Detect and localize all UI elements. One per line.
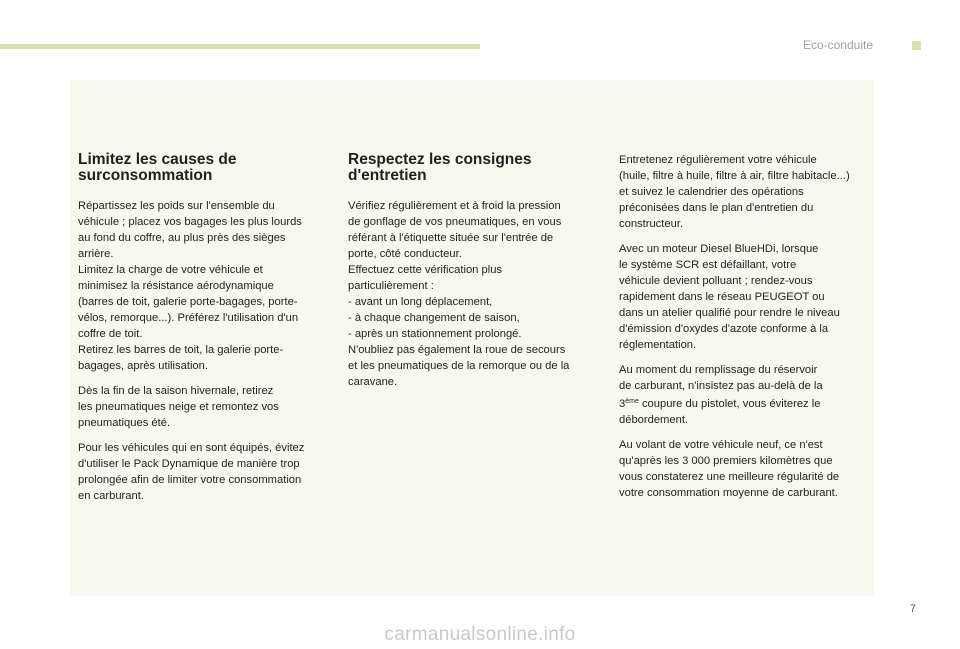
right-column bbox=[619, 152, 873, 510]
section-title: Eco-conduite bbox=[802, 38, 873, 52]
paragraph-bluehdi: Avec un moteur Diesel BlueHDi, lorsque le système SCR est défaillant, votre véhicule devient polluant ; rendez-vous rapidement dans le réseau PEUGEOT ou dans un atelier qualifié pour rendre le niveau d'émission d'oxydes d'azote conforme à la réglementation. bbox=[619, 243, 840, 351]
middle-column bbox=[348, 152, 598, 399]
superscript-eme: ème bbox=[625, 398, 639, 405]
paragraph-pression: Vérifiez régulièrement et à froid la pression de gonflage de vos pneumatiques, en vous référant à l'étiquette située sur l'entrée de porte, côté conducteur. Effectuez cette vérification plus particulièrement : - avant un long déplacement, - à chaque changement de saison, - après un stationnement prolongé. N'oubliez pas également la roue de secours et les pneumatiques de la remorque ou de la caravane. bbox=[348, 200, 570, 388]
header-accent-bar bbox=[0, 44, 480, 49]
content-panel bbox=[70, 80, 874, 596]
remplissage-text-end: coupure du pistolet, vous éviterez le débordement. bbox=[619, 398, 821, 426]
section-marker bbox=[912, 41, 921, 50]
remplissage-text-start: Au moment du remplissage du réservoir de carburant, n'insistez pas au-delà de la 3 bbox=[619, 364, 823, 410]
paragraph-entretien: Entretenez régulièrement votre véhicule (huile, filtre à huile, filtre à air, filtre habitacle...) et suivez le calendrier des opérations préconisées dans le plan d'entretien du constructeur. bbox=[619, 154, 850, 230]
paragraph-poids: Répartissez les poids sur l'ensemble du véhicule ; placez vos bagages les plus lourds au fond du coffre, au plus près des sièges arrière. Limitez la charge de votre véhicule et minimisez la résistance aérodynamique (barres de toit, galerie porte-bagages, porte- vélos, remorque...). Préférez l'utilisation d'un coffre de toit. Retirez les barres de toit, la galerie porte- bagages, après utilisation. bbox=[78, 200, 302, 372]
paragraph-remplissage bbox=[619, 362, 873, 428]
page-number: 7 bbox=[909, 603, 916, 615]
heading-surconsommation: Limitez les causes de surconsommation bbox=[78, 151, 237, 184]
left-column bbox=[78, 152, 334, 513]
heading-entretien: Respectez les consignes d'entretien bbox=[348, 151, 532, 184]
paragraph-pack-dynamique: Pour les véhicules qui en sont équipés, évitez d'utiliser le Pack Dynamique de manière trop prolongée afin de limiter votre consommation en carburant. bbox=[78, 442, 305, 502]
watermark: carmanualsonline.info bbox=[384, 624, 576, 645]
paragraph-pneus-hiver: Dès la fin de la saison hivernale, retirez les pneumatiques neige et remontez vos pneumatiques été. bbox=[78, 385, 279, 429]
paragraph-vehicule-neuf: Au volant de votre véhicule neuf, ce n'est qu'après les 3 000 premiers kilomètres que vous constaterez une meilleure régularité de votre consommation moyenne de carburant. bbox=[619, 439, 840, 499]
